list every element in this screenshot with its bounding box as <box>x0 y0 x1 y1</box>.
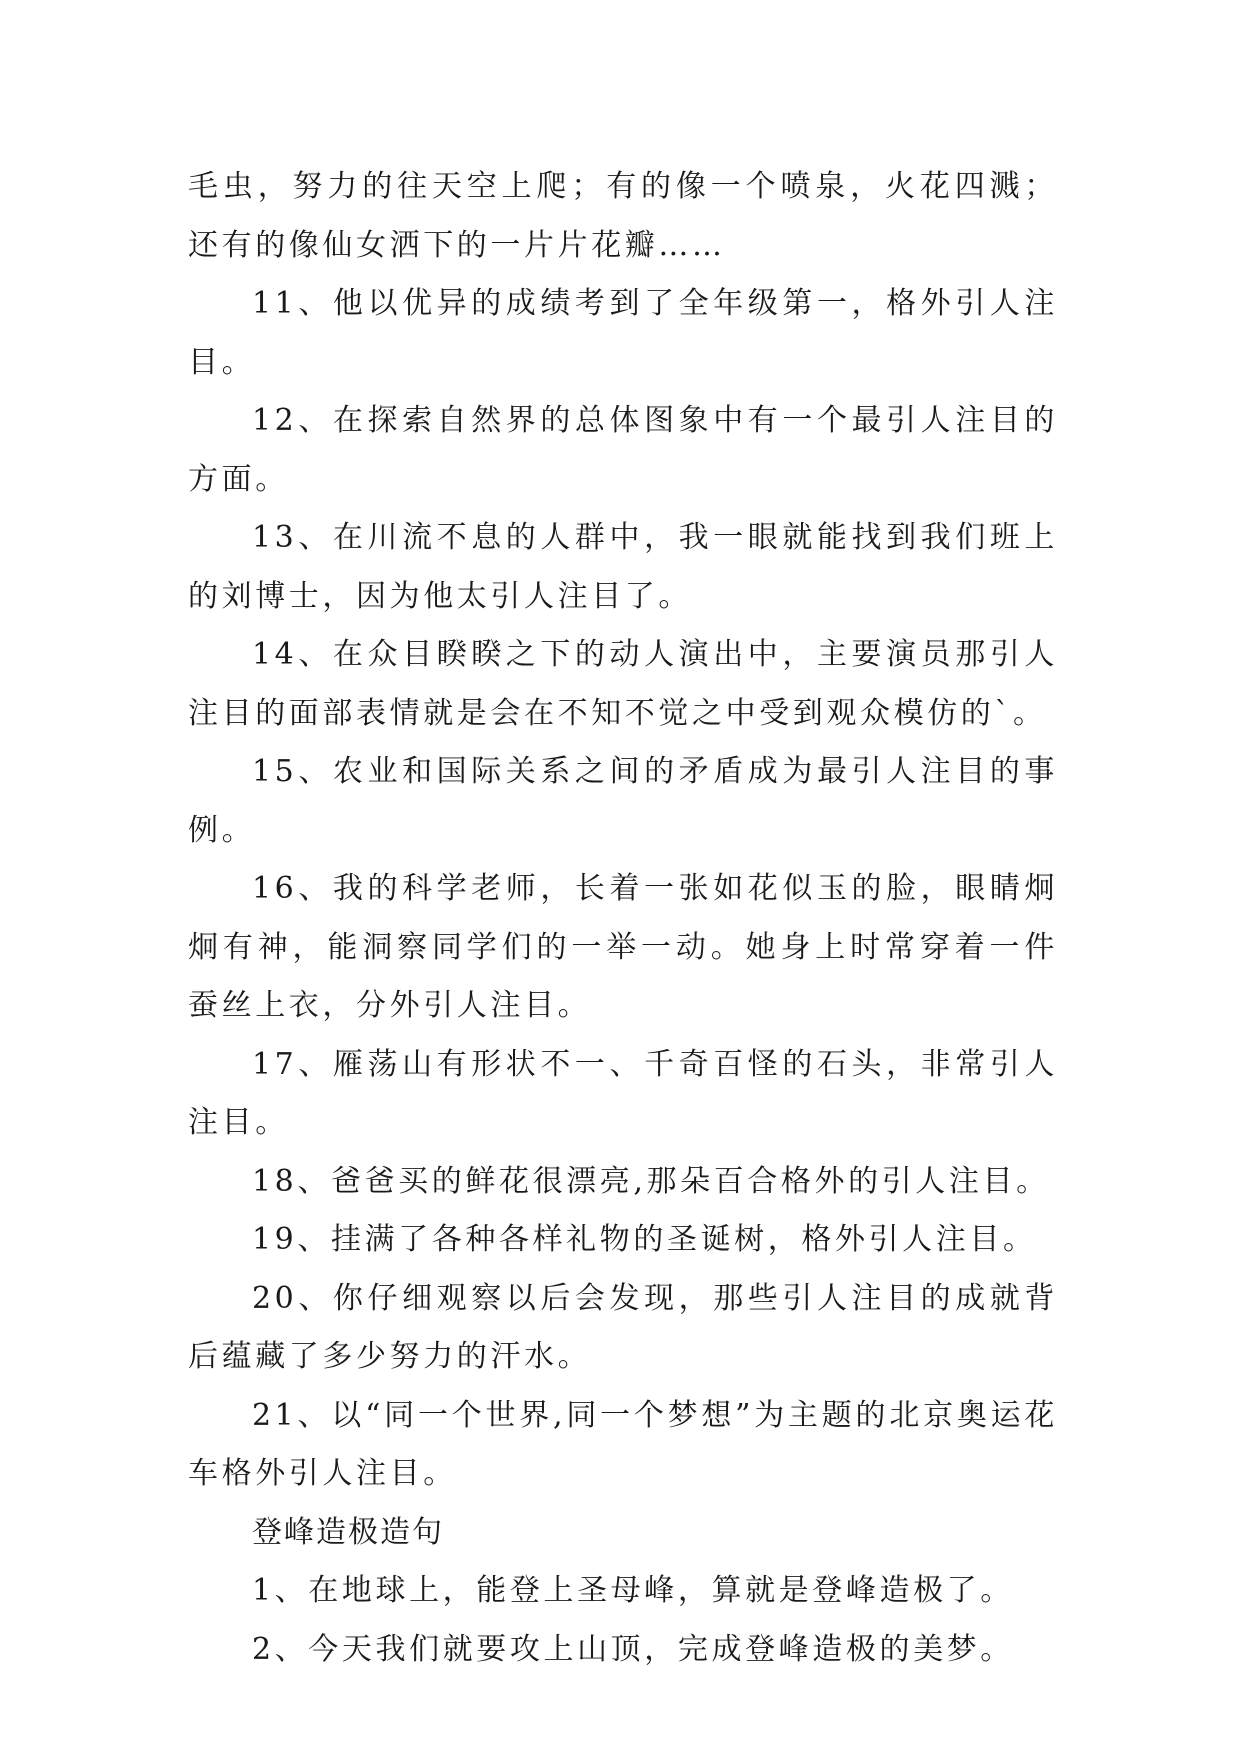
sentence-13: 13、在川流不息的人群中，我一眼就能找到我们班上的刘博士，因为他太引人注目了。 <box>188 520 1058 614</box>
sentence-12: 12、在探索自然界的总体图象中有一个最引人注目的方面。 <box>188 403 1058 497</box>
sentence-19: 19、挂满了各种各样礼物的圣诞树，格外引人注目。 <box>252 1222 1037 1257</box>
section-heading: 登峰造极造句 <box>252 1514 444 1550</box>
sentence-18: 18、爸爸买的鲜花很漂亮,那朵百合格外的引人注目。 <box>252 1163 1050 1199</box>
section-sentence-2: 2、今天我们就要攻上山顶，完成登峰造极的美梦。 <box>252 1631 1014 1667</box>
sentence-20: 20、你仔细观察以后会发现，那些引人注目的成就背后蕴藏了多少努力的汗水。 <box>188 1280 1058 1374</box>
sentence-17: 17、雁荡山有形状不一、千奇百怪的石头，非常引人注目。 <box>188 1046 1058 1140</box>
sentence-14: 14、在众目睽睽之下的动人演出中，主要演员那引人注目的面部表情就是会在不知不觉之中受到观众模仿的`。 <box>188 637 1058 731</box>
section-sentence-1: 1、在地球上，能登上圣母峰，算就是登峰造极了。 <box>252 1573 1014 1608</box>
sentence-16: 16、我的科学老师，长着一张如花似玉的脸，眼睛炯炯有神，能洞察同学们的一举一动。她身上时常穿着一件蚕丝上衣，分外引人注目。 <box>188 871 1058 1023</box>
paragraph-continued: 毛虫，努力的往天空上爬；有的像一个喷泉，火花四溅；还有的像仙女洒下的一片片花瓣…… <box>188 169 1058 263</box>
document-body <box>188 158 1058 1679</box>
sentence-15: 15、农业和国际关系之间的矛盾成为最引人注目的事例。 <box>188 754 1058 848</box>
sentence-21: 21、以“同一个世界,同一个梦想”为主题的北京奥运花车格外引人注目。 <box>188 1397 1058 1491</box>
sentence-11: 11、他以优异的成绩考到了全年级第一，格外引人注目。 <box>188 286 1058 380</box>
